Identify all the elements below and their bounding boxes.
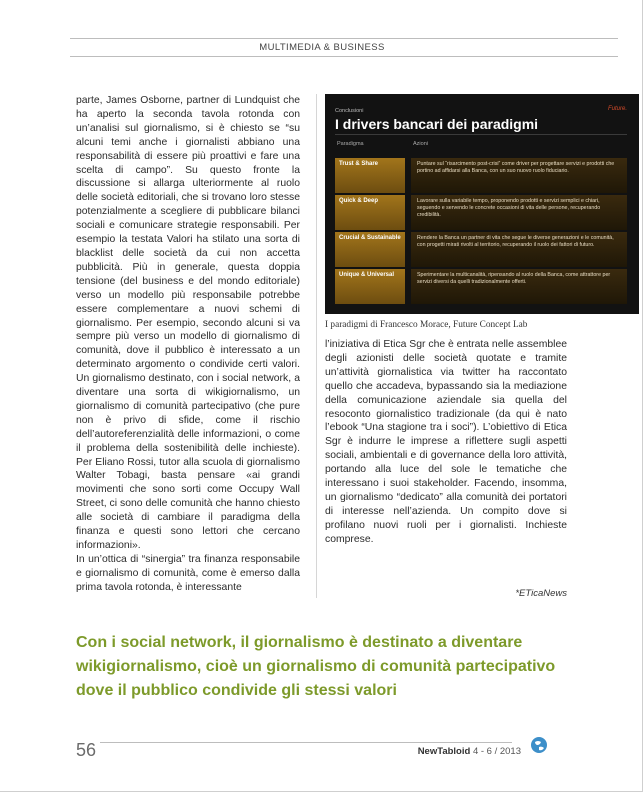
section-header: MULTIMEDIA & BUSINESS <box>259 42 385 53</box>
slide-brand-logo: Future. <box>607 106 627 112</box>
slide-row <box>335 232 627 267</box>
slide-col-paradigma: Paradigma <box>337 141 364 147</box>
issue-number: 4 - 6 / 2013 <box>472 746 521 757</box>
slide-header-rule <box>335 134 627 135</box>
slide-row <box>335 158 627 193</box>
slide-row-label: Trust & Share <box>335 158 405 193</box>
slide-row <box>335 195 627 230</box>
slide-title: I drivers bancari dei paradigmi <box>335 116 539 132</box>
slide-row-label: Unique & Universal <box>335 269 405 304</box>
image-caption: I paradigmi di Francesco Morace, Future Concept Lab <box>325 320 528 330</box>
globe-icon <box>530 736 548 754</box>
slide-col-azioni: Azioni <box>413 141 428 147</box>
right-paragraph: l’iniziativa di Etica Sgr che è entrata nelle assemblee degli azionisti delle società quotate e tramite un’attività giornalistica via twitter ha raccontato quello che accadeva, bypassando sia la mediazione della comunicazione aziendale sia quella del resoconto giornalistico tradizionale (da qui è nato l’ebook “Una stagione tra i soci”). L’obiettivo di Etica Sgr è indurre le imprese a riflettere sugli aspetti sociali, ambientali e di governance della loro attività, portando alla luce del sole le tematiche che interessano i suoi stakeholder. Facendo, insomma, un giornalismo “dedicato” alla comunità dei portatori di interesse nell’azienda. Un compito dove si profilano nuovi ruoli per i giornalisti. Inchieste comprese. <box>325 339 567 545</box>
paradigm-slide-image <box>325 94 639 314</box>
publication-name: NewTabloid <box>417 746 471 757</box>
footer-rule <box>100 742 512 743</box>
slide-row <box>335 269 627 304</box>
pull-quote: Con i social network, il giornalismo è destinato a diventare wikigiornalismo, cioè un giornalismo di comunità partecipativo dove il pubblico condivide gli stessi valori <box>76 634 556 699</box>
slide-row-label: Quick & Deep <box>335 195 405 230</box>
slide-row-action: Sperimentare la multicanalità, ripensando al ruolo della Banca, come attrattore per servizi diversi da quelli tradizionalmente offerti. <box>411 269 627 304</box>
right-column <box>325 338 567 547</box>
slide-row-action: Lavorare sulla variabile tempo, proponendo prodotti e servizi semplici e chiari, seguendo e servendo le concrete occasioni di vita delle persone, recuperando credibilità. <box>411 195 627 230</box>
left-paragraph-2: In un’ottica di “sinergia” tra finanza responsabile e giornalismo di comunità, come è emerso dalla prima tavola rotonda, è interessante <box>76 553 300 593</box>
left-paragraph-1: parte, James Osborne, partner di Lundquist che ha aperto la seconda tavola rotonda con un’analisi sul giornalismo, si è chiesto se “su alcuni temi anche i giornalisti abbiano una responsabilità di essere più proattivi e fare una scelta di campo”. Su questo fronte la discussione si allarga ulteriormente al ruolo delle società editoriali, che si trovano loro stesse potenzialmente a scegliere di pubblicare bilanci sociali e comunicare strategie responsabili. Per esempio la testata Valori ha stilato una sorta di blacklist delle società da cui non accetta pubblicità. Più in generale, questa doppia tensione (del business e del mondo editoriale) verso un modello più responsabile potrebbe essere complementare a nuovi schemi di giornalismo. Per esempio, secondo alcuni si va sempre più verso un modello di giornalismo di comunità, dove il pubblico è interessato a un determinato argomento o condivide certi valori. Un giornalismo destinato, con i social network, a diventare una sorta di wikigiornalismo, un giornalismo di comunità partecipativo (che pure non è privo di sfide, come il rischio dell’autoreferenzialità delle informazioni, o come il problema della sostenibilità delle inchieste). Per Eliano Rossi, tutor alla scuola di giornalismo Walter Tobagi, basta pensare «ai grandi movimenti che sono sorti come Occupy Wall Street, ci sono delle comunità che hanno chiesto alle società di cambiare il paradigma della finanza e questi sono lettori che cercano informazioni». <box>76 95 300 551</box>
article-signature: *ETicaNews <box>515 588 567 599</box>
slide-eyebrow: Conclusioni <box>335 108 364 114</box>
slide-row-action: Puntare sul “risarcimento post-crisi” come driver per progettare servizi e prodotti che portino ad affidarsi alla Banca, con un suo nuovo ruolo fiduciario. <box>411 158 627 193</box>
slide-row-action: Rendere la Banca un partner di vita che segue le diverse generazioni e le comunità, con progetti mirati rivolti al territorio, recuperando il ruolo dei fattori di futuro. <box>411 232 627 267</box>
header-rule <box>70 38 618 39</box>
page-number: 56 <box>76 740 97 760</box>
column-divider <box>316 94 317 598</box>
footer-publication <box>418 746 521 757</box>
slide-row-label: Crucial & Sustainable <box>335 232 405 267</box>
header-subrule <box>70 56 618 57</box>
left-column <box>76 94 300 595</box>
